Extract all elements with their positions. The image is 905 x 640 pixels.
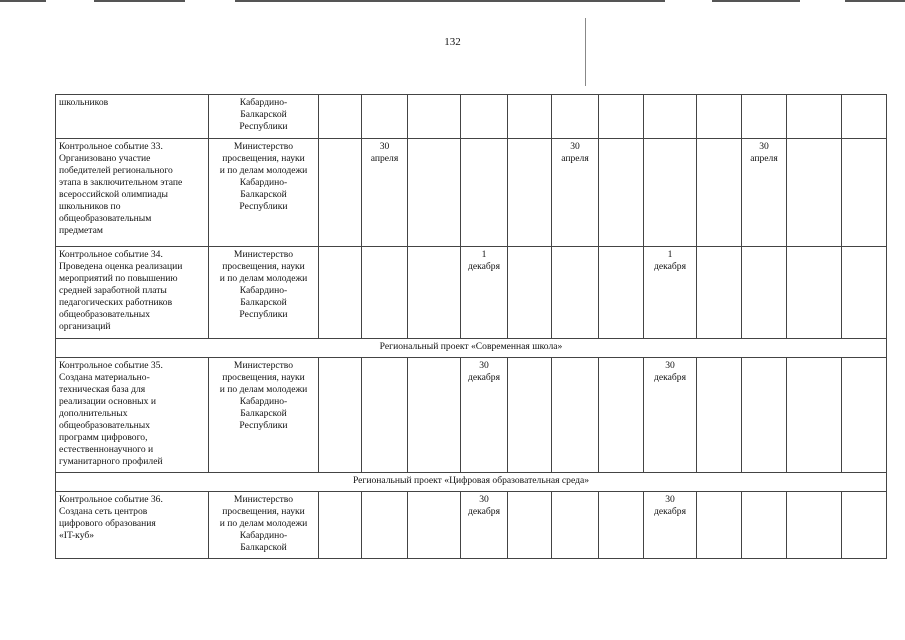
date-cell [697,247,742,339]
date-cell [644,95,697,139]
date-cell [742,95,787,139]
date-cell [319,247,362,339]
date-cell [362,358,408,473]
event-description: школьников [56,95,209,139]
date-cell [842,358,887,473]
responsible-executor: Кабардино- Балкарской Республики [209,95,319,139]
date-cell [552,247,599,339]
date-cell: 30 декабря [644,492,697,559]
date-cell [408,139,461,247]
date-cell: 30 декабря [461,358,508,473]
page-number: 132 [444,36,461,48]
date-cell [599,358,644,473]
date-cell [599,95,644,139]
date-cell [599,247,644,339]
date-cell [319,492,362,559]
scan-edge-line [712,0,800,2]
section-row [56,339,887,358]
date-cell [742,492,787,559]
event-description: Контрольное событие 33. Организовано участие победителей регионального этапа в заключительном этапе всероссийской олимпиады школьников по общеобразовательным предметам [56,139,209,247]
responsible-executor: Министерство просвещения, науки и по делам молодежи Кабардино- Балкарской Республики [209,139,319,247]
date-cell [697,492,742,559]
date-cell [787,358,842,473]
date-cell [508,247,552,339]
date-cell [552,358,599,473]
table-row [56,247,887,339]
date-cell [319,95,362,139]
date-cell [508,358,552,473]
date-cell [461,95,508,139]
section-title: Региональный проект «Цифровая образовательная среда» [56,473,887,492]
date-cell [408,247,461,339]
date-cell [599,492,644,559]
date-cell [787,247,842,339]
date-cell [842,247,887,339]
date-cell [408,95,461,139]
date-cell [842,139,887,247]
table-row [56,492,887,559]
date-cell [697,139,742,247]
event-description: Контрольное событие 36. Создана сеть центров цифрового образования «IT-куб» [56,492,209,559]
date-cell [697,358,742,473]
date-cell [697,95,742,139]
date-cell [408,358,461,473]
date-cell [742,247,787,339]
date-cell: 30 декабря [644,358,697,473]
date-cell [644,139,697,247]
date-cell [319,139,362,247]
section-row [56,473,887,492]
date-cell [787,139,842,247]
date-cell [362,95,408,139]
fold-line [585,18,586,86]
date-cell [508,492,552,559]
table-row [56,139,887,247]
section-title: Региональный проект «Современная школа» [56,339,887,358]
date-cell: 1 декабря [461,247,508,339]
schedule-table [55,94,887,559]
date-cell: 30 апреля [552,139,599,247]
table-row [56,358,887,473]
date-cell [319,358,362,473]
date-cell [787,95,842,139]
date-cell: 30 апреля [362,139,408,247]
date-cell [599,139,644,247]
table-row [56,95,887,139]
responsible-executor: Министерство просвещения, науки и по делам молодежи Кабардино- Балкарской Республики [209,247,319,339]
scan-edge-line [235,0,665,2]
date-cell [842,95,887,139]
event-description: Контрольное событие 34. Проведена оценка реализации мероприятий по повышению средней заработной платы педагогических работников общеобразовательных организаций [56,247,209,339]
date-cell [508,95,552,139]
date-cell: 30 декабря [461,492,508,559]
event-description: Контрольное событие 35. Создана материально- техническая база для реализации основных и дополнительных общеобразовательных программ цифрового, естественнонаучного и гуманитарного профилей [56,358,209,473]
date-cell [787,492,842,559]
date-cell [461,139,508,247]
date-cell [408,492,461,559]
date-cell [362,492,408,559]
scan-edge-line [0,0,46,2]
date-cell: 30 апреля [742,139,787,247]
responsible-executor: Министерство просвещения, науки и по делам молодежи Кабардино- Балкарской [209,492,319,559]
date-cell [742,358,787,473]
scan-edge-line [94,0,185,2]
responsible-executor: Министерство просвещения, науки и по делам молодежи Кабардино- Балкарской Республики [209,358,319,473]
date-cell [552,492,599,559]
date-cell [508,139,552,247]
date-cell [552,95,599,139]
scan-edge-line [845,0,905,2]
date-cell [362,247,408,339]
date-cell [842,492,887,559]
date-cell: 1 декабря [644,247,697,339]
